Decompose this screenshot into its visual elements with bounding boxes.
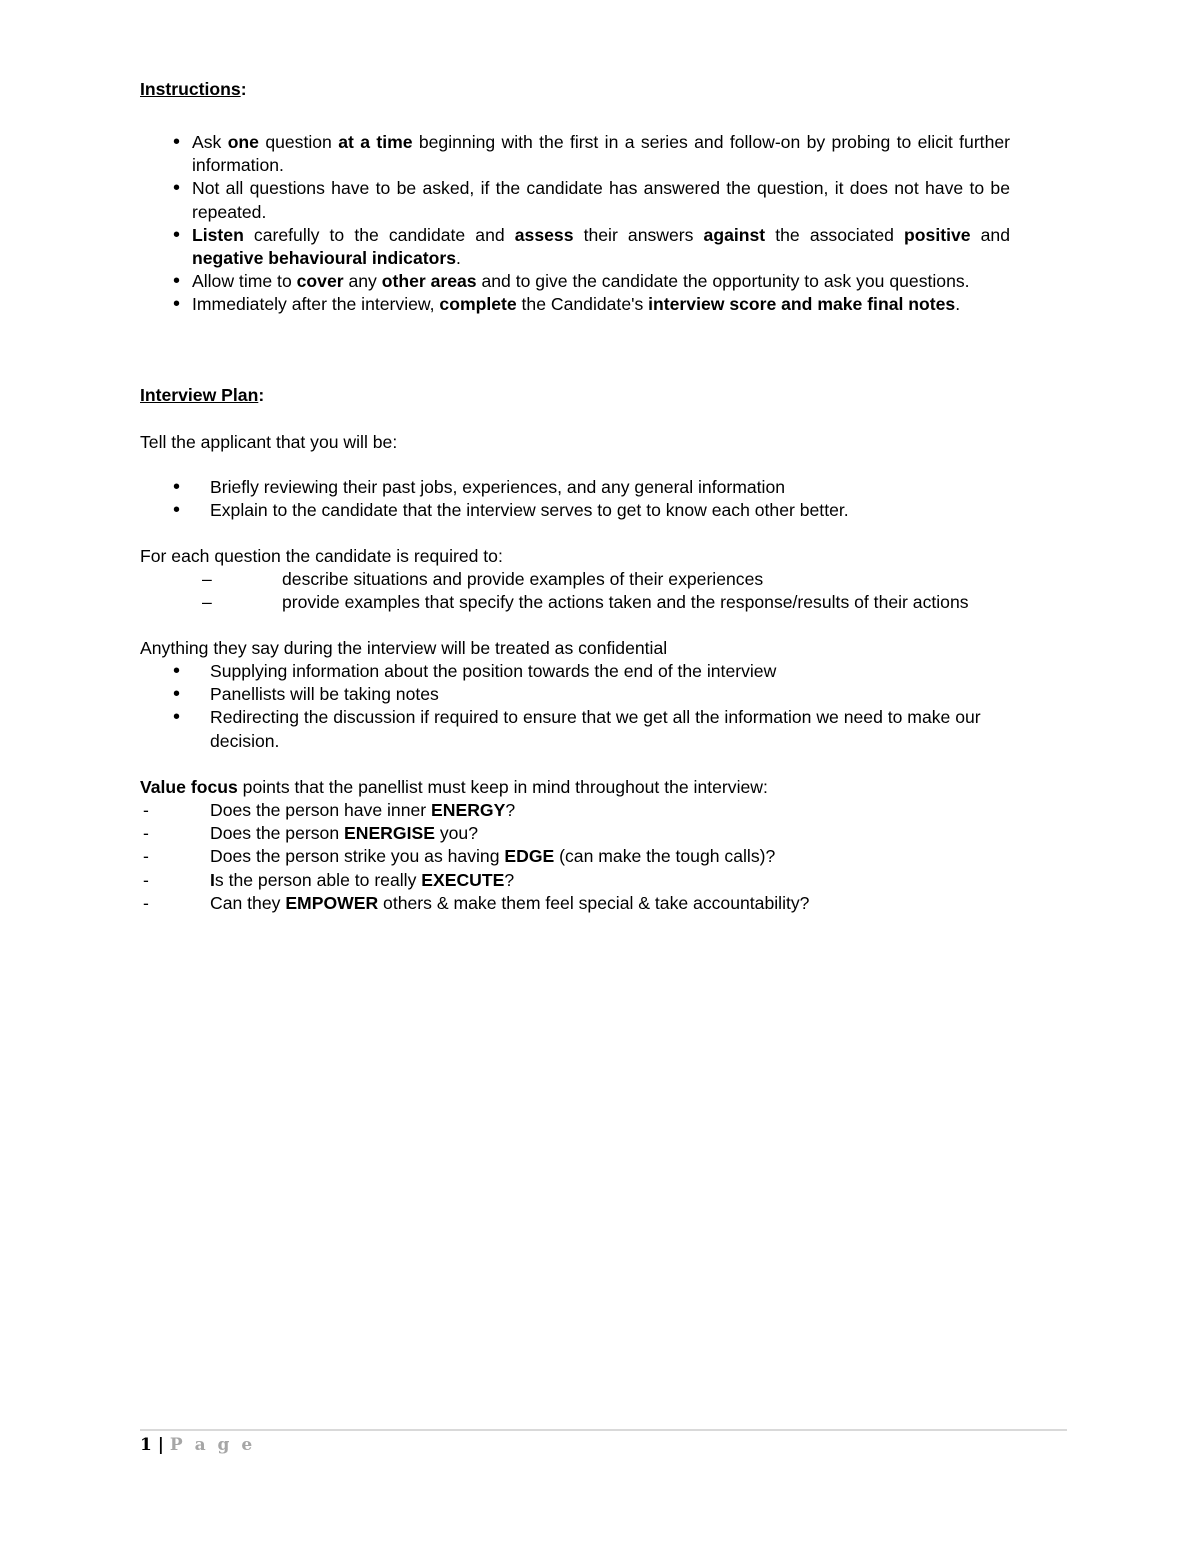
- instructions-heading: Instructions:: [140, 79, 247, 99]
- instructions-list: [140, 131, 1010, 317]
- footer-separator: |: [151, 1435, 170, 1455]
- each-question-text: For each question the candidate is required to:: [140, 546, 503, 566]
- value-focus-list: [140, 799, 1040, 915]
- plan-intro: Tell the applicant that you will be:: [140, 432, 398, 452]
- instruction-item: • Not all questions have to be asked, if the candidate has answered the question, it does not have to be repeated.: [140, 177, 1010, 223]
- plan-item: • Redirecting the discussion if required to ensure that we get all the information we need to make our decision.: [140, 706, 1040, 752]
- value-focus-item: - Does the person have inner ENERGY?: [143, 800, 516, 820]
- instruction-item: • Ask one question at a time beginning with the first in a series and follow-on by probing to elicit further information.: [140, 131, 1010, 177]
- requirement-item: – provide examples that specify the actions taken and the response/results of their actions: [202, 592, 969, 613]
- interview-plan-heading: Interview Plan:: [140, 385, 265, 405]
- value-focus-item: - Does the person strike you as having EDGE (can make the tough calls)?: [143, 846, 776, 867]
- footer-divider: [140, 1429, 1067, 1431]
- plan-list: [140, 476, 1040, 522]
- requirements-list: [140, 568, 1060, 614]
- plan-item: • Supplying information about the position towards the end of the interview: [140, 660, 1040, 683]
- plan-item: • Briefly reviewing their past jobs, experiences, and any general information: [140, 476, 1040, 499]
- confidential-text: Anything they say during the interview will be treated as confidential: [140, 638, 668, 658]
- value-focus-intro: Value focus points that the panellist must keep in mind throughout the interview:: [140, 777, 768, 797]
- value-focus-item: - Does the person ENERGISE you?: [143, 823, 478, 844]
- instruction-item: • Immediately after the interview, complete the Candidate's interview score and make final notes.: [140, 293, 1010, 316]
- instruction-item: • Allow time to cover any other areas and to give the candidate the opportunity to ask you questions.: [140, 270, 1010, 293]
- plan-item: • Panellists will be taking notes: [140, 683, 1040, 706]
- instruction-item: • Listen carefully to the candidate and assess their answers against the associated positive and negative behavioural indicators.: [140, 224, 1010, 270]
- page-footer: [140, 1434, 255, 1457]
- page-number: 1: [140, 1435, 152, 1455]
- page-label: P a g e: [169, 1435, 256, 1455]
- plan-item: • Explain to the candidate that the interview serves to get to know each other better.: [140, 499, 1040, 522]
- value-focus-item: - Can they EMPOWER others & make them feel special & take accountability?: [143, 892, 810, 913]
- plan-list-2: [140, 660, 1040, 753]
- value-focus-item: - Is the person able to really EXECUTE?: [143, 869, 515, 890]
- requirement-item: – describe situations and provide examples of their experiences: [202, 569, 764, 589]
